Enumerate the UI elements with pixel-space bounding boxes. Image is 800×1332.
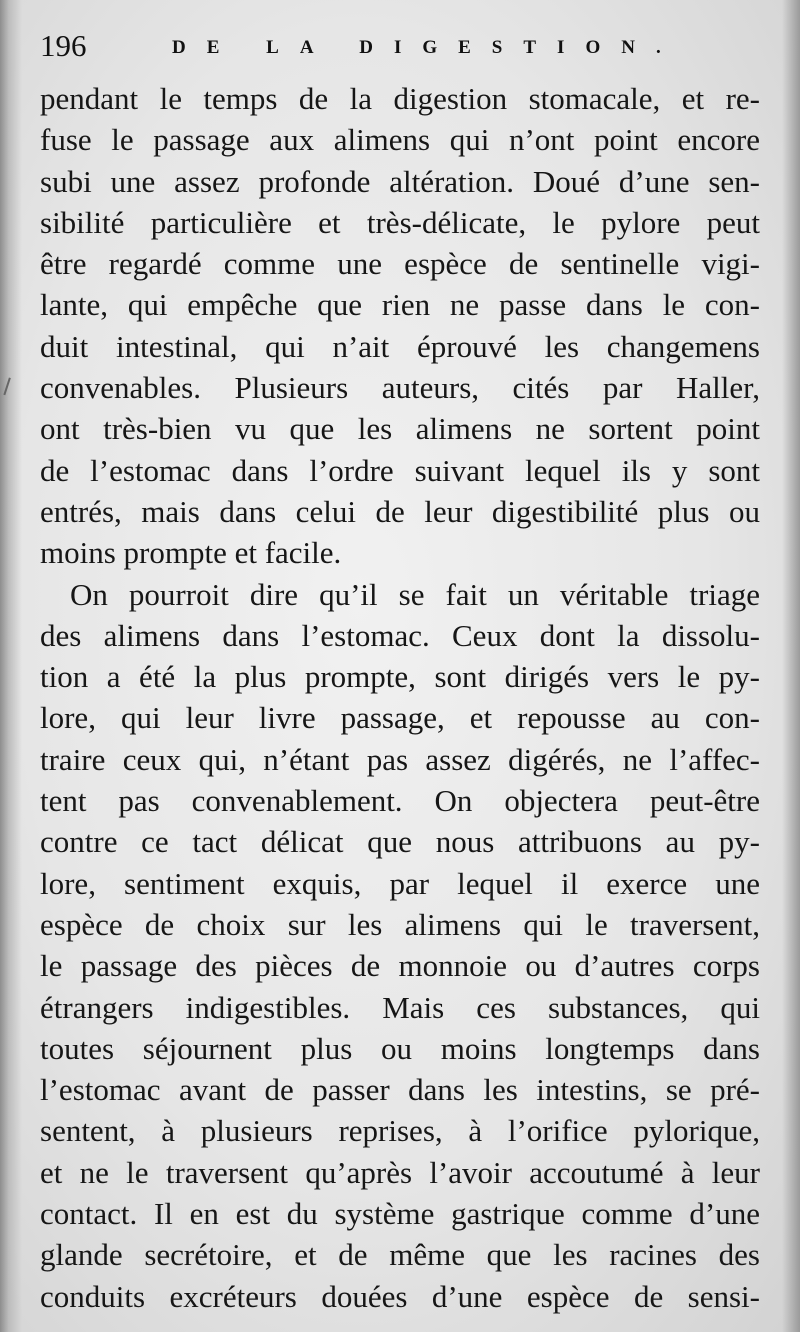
text-line: et ne le traversent qu’après l’avoir accoutumé à leur bbox=[40, 1154, 760, 1190]
text-line: le passage des pièces de monnoie ou d’autres corps bbox=[40, 948, 760, 984]
text-line: l’estomac avant de passer dans les intestins, se pré- bbox=[40, 1072, 760, 1108]
text-line: tion a été la plus prompte, sont dirigés vers le py- bbox=[40, 659, 760, 695]
text-line: lore, sentiment exquis, par lequel il exerce une bbox=[40, 865, 760, 901]
text-line: entrés, mais dans celui de leur digestibilité plus ou bbox=[40, 493, 760, 529]
text-line: conduits excréteurs douées d’une espèce de sensi- bbox=[40, 1278, 760, 1314]
text-line: sentent, à plusieurs reprises, à l’orifice pylorique, bbox=[40, 1113, 760, 1149]
page-number: 196 bbox=[40, 28, 87, 63]
text-line: contre ce tact délicat que nous attribuons au py- bbox=[40, 824, 760, 860]
text-line: espèce de choix sur les alimens qui le traversent, bbox=[40, 906, 760, 942]
text-line: lante, qui empêche que rien ne passe dans le con- bbox=[40, 287, 760, 323]
text-line: tent pas convenablement. On objectera peut-être bbox=[40, 783, 760, 819]
text-line: traire ceux qui, n’étant pas assez digérés, ne l’affec- bbox=[40, 741, 760, 777]
text-line: être regardé comme une espèce de sentinelle vigi- bbox=[40, 246, 760, 282]
text-line: contact. Il en est du système gastrique comme d’une bbox=[40, 1196, 760, 1232]
text-line: pendant le temps de la digestion stomacale, et re- bbox=[40, 81, 760, 116]
text-line: des alimens dans l’estomac. Ceux dont la dissolu- bbox=[40, 617, 760, 653]
page-right-edge-shadow bbox=[782, 0, 800, 1332]
paragraph-start-line: On pourroit dire qu’il se fait un véritable triage bbox=[70, 576, 760, 612]
page-left-edge-shadow bbox=[0, 0, 22, 1332]
text-line: étrangers indigestibles. Mais ces substances, qui bbox=[40, 989, 760, 1025]
text-line: fuse le passage aux alimens qui n’ont point encore bbox=[40, 122, 760, 158]
text-line: ont très-bien vu que les alimens ne sortent point bbox=[40, 411, 760, 447]
body-text bbox=[40, 78, 760, 1317]
paragraph-end-line: moins prompte et facile. bbox=[40, 535, 342, 571]
text-line: sibilité particulière et très-délicate, le pylore peut bbox=[40, 204, 760, 240]
text-line: glande secrétoire, et de même que les racines des bbox=[40, 1237, 760, 1273]
text-line: convenables. Plusieurs auteurs, cités par Haller, bbox=[40, 370, 760, 406]
text-line: de l’estomac dans l’ordre suivant lequel ils y sont bbox=[40, 452, 760, 488]
text-line: subi une assez profonde altération. Doué d’une sen- bbox=[40, 163, 760, 199]
text-line: toutes séjournent plus ou moins longtemps dans bbox=[40, 1030, 760, 1066]
running-head: DE LA DIGESTION. bbox=[172, 37, 682, 58]
text-line: duit intestinal, qui n’ait éprouvé les changemens bbox=[40, 328, 760, 364]
page-header bbox=[40, 26, 760, 70]
text-line: lore, qui leur livre passage, et repousse au con- bbox=[40, 700, 760, 736]
